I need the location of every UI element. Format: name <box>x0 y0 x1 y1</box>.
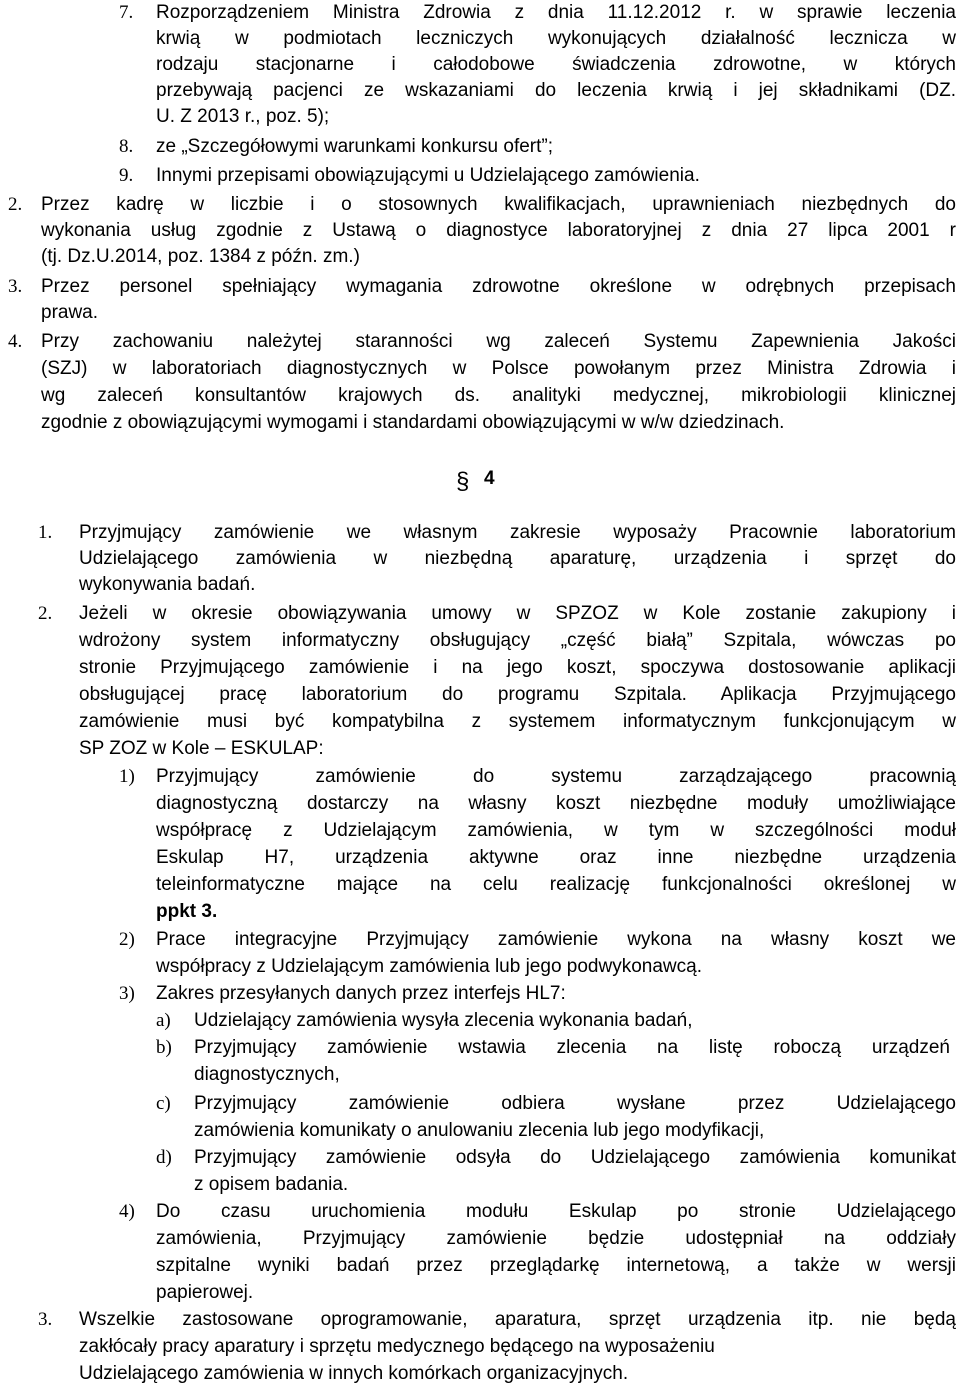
text-line: ze „Szczegółowymi warunkami konkursu ofert”; <box>156 136 554 157</box>
text-line: Prace integracyjne Przyjmujący zamówienie wykona na własny koszt we <box>156 929 956 950</box>
text-line: Do czasu uruchomienia modułu Eskulap po stronie Udzielającego <box>156 1201 956 1222</box>
text-line: Przyjmujący zamówienie odsyła do Udzielającego zamówienia komunikat <box>194 1147 956 1168</box>
text-line: Udzielającego zamówienia w innych komórkach organizacyjnych. <box>79 1363 629 1384</box>
text-line: Jeżeli w okresie obowiązywania umowy w SPZOZ w Kole zostanie zakupiony i <box>79 603 956 624</box>
text-line: Przyjmujący zamówienie wstawia zlecenia na listę roboczą urządzeń <box>194 1037 950 1058</box>
list-number: 2. <box>8 194 23 215</box>
text-line: zamówienie musi być kompatybilna z systemem informatycznym funkcjonującym w <box>79 711 956 732</box>
text-line: Przy zachowaniu należytej staranności wg zaleceń Systemu Zapewnienia Jakości <box>41 331 956 352</box>
text-line: Udzielający zamówienia wysyła zlecenia wykonania badań, <box>194 1010 693 1031</box>
text-line: zamówienia komunikaty o anulowaniu zlecenia lub jego modyfikacji, <box>194 1120 765 1141</box>
list-number: 4. <box>8 331 23 352</box>
text-line: rodzaju stacjonarne i całodobowe świadczenia zdrowotne, w których <box>156 54 956 75</box>
text-line: Rozporządzeniem Ministra Zdrowia z dnia 11.12.2012 r. w sprawie leczenia <box>156 2 956 23</box>
list-number: b) <box>156 1037 172 1058</box>
text-line: (SZJ) w laboratoriach diagnostycznych w Polsce powołanym przez Ministra Zdrowia i <box>41 358 956 379</box>
text-line: Przez kadrę w liczbie i o stosownych kwalifikacjach, uprawnieniach niezbędnych do <box>41 194 956 215</box>
list-number: 2. <box>38 603 53 624</box>
list-number: 2) <box>119 929 135 950</box>
list-number: 9. <box>119 165 134 186</box>
text-line: zakłócały pracy aparatury i sprzętu medycznego będącego na wyposażeniu <box>79 1336 715 1357</box>
text-line: Przyjmujący zamówienie we własnym zakresie wyposaży Pracownie laboratorium <box>79 522 956 543</box>
list-number: 3) <box>119 983 135 1004</box>
text-line: (tj. Dz.U.2014, poz. 1384 z późn. zm.) <box>41 246 360 267</box>
text-line: stronie Przyjmującego zamówienie i na jego koszt, spoczywa dostosowanie aplikacji <box>79 657 956 678</box>
text-line: prawa. <box>41 302 99 323</box>
text-line: wykonania usług zgodnie z Ustawą o diagnostyce laboratoryjnej z dnia 27 lipca 2001 r <box>41 220 956 241</box>
text-line: Przez personel spełniający wymagania zdrowotne określone w odrębnych przepisach <box>41 276 956 297</box>
text-line: wg zaleceń konsultantów krajowych ds. analityki medycznej, mikrobiologii klinicznej <box>41 385 956 406</box>
text-line: Wszelkie zastosowane oprogramowanie, aparatura, sprzęt urządzenia itp. nie będą <box>79 1309 956 1330</box>
list-number: 4) <box>119 1201 135 1222</box>
text-line: Udzielającego zamówienia w niezbędną aparaturę, urządzenia i sprzęt do <box>79 548 956 569</box>
text-line: współpracy z Udzielającym zamówienia lub jego podwykonawcą. <box>156 956 702 977</box>
text-line: zgodnie z obowiązującymi wymogami i standardami obowiązującymi w w/w dziedzinach. <box>41 412 785 433</box>
text-line: wdrożony system informatyczny obsługujący „część białą” Szpitala, wówczas po <box>79 630 956 651</box>
text-line: diagnostycznych, <box>194 1064 340 1085</box>
text-line: przebywają pacjenci ze wskazaniami do leczenia krwią i jej składnikami (DZ. <box>156 80 956 101</box>
list-number: 3. <box>8 276 23 297</box>
list-number: c) <box>156 1093 171 1114</box>
text-line: krwią w podmiotach leczniczych wykonujących działalność lecznicza w <box>156 28 956 49</box>
list-number: a) <box>156 1010 171 1031</box>
text-line: Przyjmujący zamówienie odbiera wysłane przez Udzielającego <box>194 1093 956 1114</box>
section-number: 4 <box>484 468 495 489</box>
text-line: Eskulap H7, urządzenia aktywne oraz inne niezbędne urządzenia <box>156 847 956 868</box>
text-line-bold: ppkt 3. <box>156 901 218 922</box>
list-number: 1. <box>38 522 53 543</box>
text-line: SP ZOZ w Kole – ESKULAP: <box>79 738 324 759</box>
list-number: 7. <box>119 2 134 23</box>
list-number: 3. <box>38 1309 53 1330</box>
text-line: Przyjmujący zamówienie do systemu zarządzającego pracownią <box>156 766 956 787</box>
text-line: Innymi przepisami obowiązującymi u Udzielającego zamówienia. <box>156 165 700 186</box>
list-number: d) <box>156 1147 172 1168</box>
list-number: 8. <box>119 136 134 157</box>
text-line: teleinformatyczne mające na celu realizację funkcjonalności określonej w <box>156 874 956 895</box>
section-sign: § <box>456 468 470 495</box>
text-line: Zakres przesyłanych danych przez interfejs HL7: <box>156 983 566 1004</box>
text-line: obsługującej pracę laboratorium do programu Szpitala. Aplikacja Przyjmującego <box>79 684 956 705</box>
text-line: U. Z 2013 r., poz. 5); <box>156 106 330 127</box>
text-line: współpracę z Udzielającym zamówienia, w tym w szczególności moduł <box>156 820 956 841</box>
text-line: zamówienia, Przyjmujący zamówienie będzie udostępniał na oddziały <box>156 1228 956 1249</box>
list-number: 1) <box>119 766 135 787</box>
text-line: diagnostyczną dostarczy na własny koszt niezbędne moduły umożliwiające <box>156 793 956 814</box>
text-line: z opisem badania. <box>194 1174 349 1195</box>
text-line: papierowej. <box>156 1282 254 1303</box>
text-line: szpitalne wyniki badań przez przeglądarkę internetową, a także w wersji <box>156 1255 956 1276</box>
text-line: wykonywania badań. <box>79 574 256 595</box>
